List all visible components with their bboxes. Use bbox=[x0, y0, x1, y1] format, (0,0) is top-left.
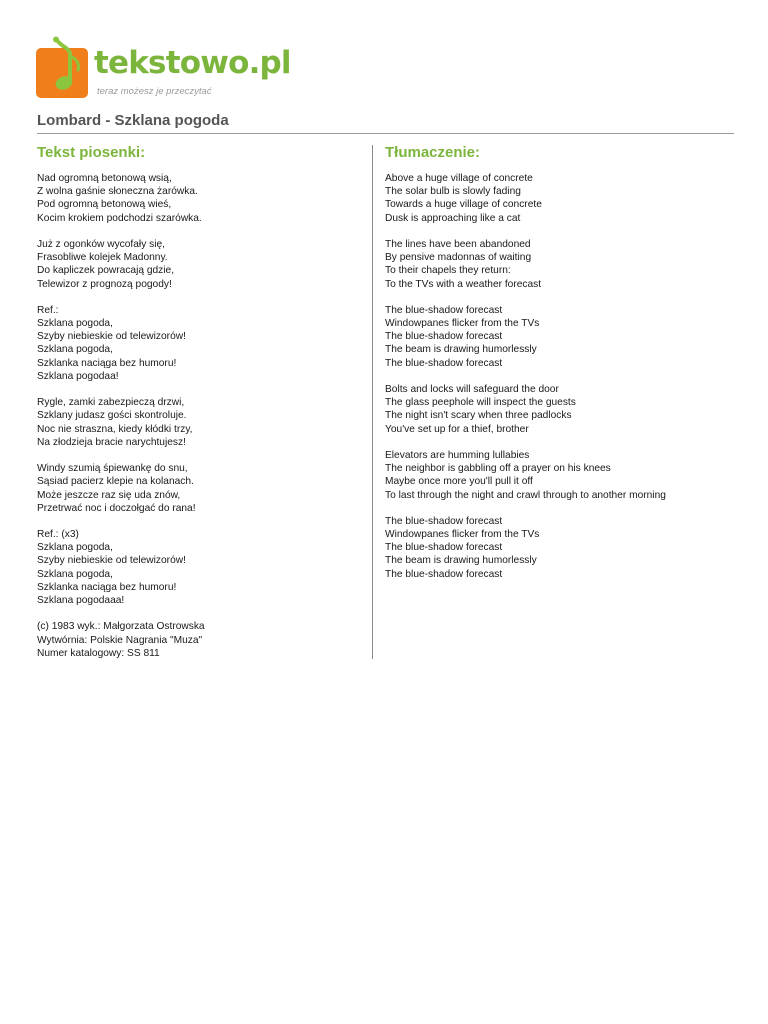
lyrics-line: Rygle, zamki zabezpieczą drzwi, bbox=[37, 397, 185, 409]
translation-line: The blue-shadow forecast bbox=[385, 331, 503, 343]
translation-line: To the TVs with a weather forecast bbox=[385, 278, 542, 290]
lyrics-line: Kocim krokiem podchodzi szarówka. bbox=[37, 212, 202, 224]
lyrics-stanza bbox=[37, 528, 362, 607]
translation-line: You've set up for a thief, brother bbox=[385, 423, 529, 435]
lyrics-line: Szklanka naciąga bez humoru! bbox=[37, 581, 177, 593]
lyrics-line: Szklana pogoda, bbox=[37, 568, 113, 580]
translation-stanza bbox=[385, 449, 730, 502]
lyrics-line: Szklanka naciąga bez humoru! bbox=[37, 357, 177, 369]
lyrics-line: Windy szumią śpiewankę do snu, bbox=[37, 463, 188, 475]
lyrics-line: Wytwórnia: Polskie Nagrania "Muza" bbox=[37, 634, 203, 646]
translation-line: Above a huge village of concrete bbox=[385, 173, 533, 184]
lyrics-line: Szklana pogoda, bbox=[37, 344, 113, 356]
lyrics-stanza bbox=[37, 172, 362, 225]
lyrics-stanza bbox=[37, 238, 362, 291]
translation-line: The lines have been abandoned bbox=[385, 238, 531, 250]
lyrics-stanza bbox=[37, 396, 362, 449]
translation-line: The solar bulb is slowly fading bbox=[385, 186, 521, 198]
translation-line: The blue-shadow forecast bbox=[385, 357, 503, 369]
translation-line: Bolts and locks will safeguard the door bbox=[385, 384, 559, 395]
lyrics-stanza bbox=[37, 462, 362, 515]
translation-line: The beam is drawing humorlessly bbox=[385, 344, 537, 356]
translation-line: The blue-shadow forecast bbox=[385, 304, 503, 316]
translation-heading: Tłumaczenie: bbox=[385, 144, 481, 161]
translation-stanza bbox=[385, 515, 730, 581]
lyrics-line: Szklany judasz gości skontroluje. bbox=[37, 410, 187, 422]
translation-stanza bbox=[385, 172, 730, 225]
lyrics-line: Do kapliczek powracają gdzie, bbox=[37, 265, 175, 277]
translation-line: To their chapels they return: bbox=[385, 265, 511, 277]
translation-line: Towards a huge village of concrete bbox=[385, 199, 542, 211]
translation-line: The night isn't scary when three padlocks bbox=[385, 410, 572, 422]
lyrics-line: Z wolna gaśnie słoneczna żarówka. bbox=[37, 186, 198, 198]
logo-tagline: teraz możesz je przeczytać bbox=[97, 86, 212, 97]
lyrics-line: (c) 1983 wyk.: Małgorzata Ostrowska bbox=[37, 621, 205, 633]
translation-line: By pensive madonnas of waiting bbox=[385, 252, 532, 264]
lyrics-line: Telewizor z prognozą pogody! bbox=[37, 278, 172, 290]
lyrics-line: Szyby niebieskie od telewizorów! bbox=[37, 331, 186, 343]
translation-line: The blue-shadow forecast bbox=[385, 568, 503, 580]
lyrics-line: Noc nie straszna, kiedy kłódki trzy, bbox=[37, 423, 193, 435]
translation-line: Elevators are humming lullabies bbox=[385, 449, 530, 461]
lyrics-stanza bbox=[37, 304, 362, 383]
translation-text bbox=[385, 172, 730, 594]
translation-line: The blue-shadow forecast bbox=[385, 542, 503, 554]
lyrics-text bbox=[37, 172, 362, 673]
site-logo[interactable] bbox=[36, 36, 291, 106]
lyrics-line: Szyby niebieskie od telewizorów! bbox=[37, 555, 186, 567]
translation-stanza bbox=[385, 304, 730, 370]
translation-line: The glass peephole will inspect the guests bbox=[385, 397, 576, 409]
lyrics-stanza bbox=[37, 620, 362, 660]
translation-line: To last through the night and crawl through to another morning bbox=[385, 489, 666, 501]
lyrics-line: Na złodzieja bracie narychtujesz! bbox=[37, 436, 186, 448]
page-title: Lombard - Szklana pogoda bbox=[37, 112, 229, 129]
lyrics-line: Numer katalogowy: SS 811 bbox=[37, 647, 160, 659]
lyrics-line: Może jeszcze raz się uda znów, bbox=[37, 489, 181, 501]
translation-line: The neighbor is gabbling off a prayer on his knees bbox=[385, 463, 611, 475]
lyrics-line: Sąsiad pacierz klepie na kolanach. bbox=[37, 476, 194, 488]
translation-stanza bbox=[385, 238, 730, 291]
lyrics-line: Szklana pogoda, bbox=[37, 318, 113, 330]
lyrics-line: Frasobliwe kolejek Madonny. bbox=[37, 252, 168, 264]
lyrics-line: Szklana pogodaaa! bbox=[37, 595, 125, 606]
lyrics-line: Ref.: (x3) bbox=[37, 529, 79, 541]
lyrics-heading: Tekst piosenki: bbox=[37, 144, 146, 161]
translation-line: The blue-shadow forecast bbox=[385, 515, 503, 527]
lyrics-line: Nad ogromną betonową wsią, bbox=[37, 173, 172, 184]
lyrics-line: Szklana pogoda, bbox=[37, 542, 113, 554]
lyrics-line: Pod ogromną betonową wieś, bbox=[37, 199, 172, 211]
translation-stanza bbox=[385, 383, 730, 436]
translation-line: Dusk is approaching like a cat bbox=[385, 212, 521, 224]
logo-wordmark: tekstowo.pl bbox=[94, 45, 291, 81]
column-divider bbox=[372, 145, 373, 659]
lyrics-line: Przetrwać noc i doczołgać do rana! bbox=[37, 502, 196, 514]
music-note-logo-icon bbox=[36, 36, 92, 100]
translation-line: Windowpanes flicker from the TVs bbox=[385, 529, 540, 541]
translation-line: Windowpanes flicker from the TVs bbox=[385, 318, 540, 330]
lyrics-line: Ref.: bbox=[37, 304, 59, 316]
lyrics-line: Szklana pogodaa! bbox=[37, 370, 119, 382]
lyrics-line: Już z ogonków wycofały się, bbox=[37, 238, 165, 250]
title-divider bbox=[37, 133, 734, 134]
translation-line: The beam is drawing humorlessly bbox=[385, 555, 537, 567]
translation-line: Maybe once more you'll pull it off bbox=[385, 476, 533, 488]
